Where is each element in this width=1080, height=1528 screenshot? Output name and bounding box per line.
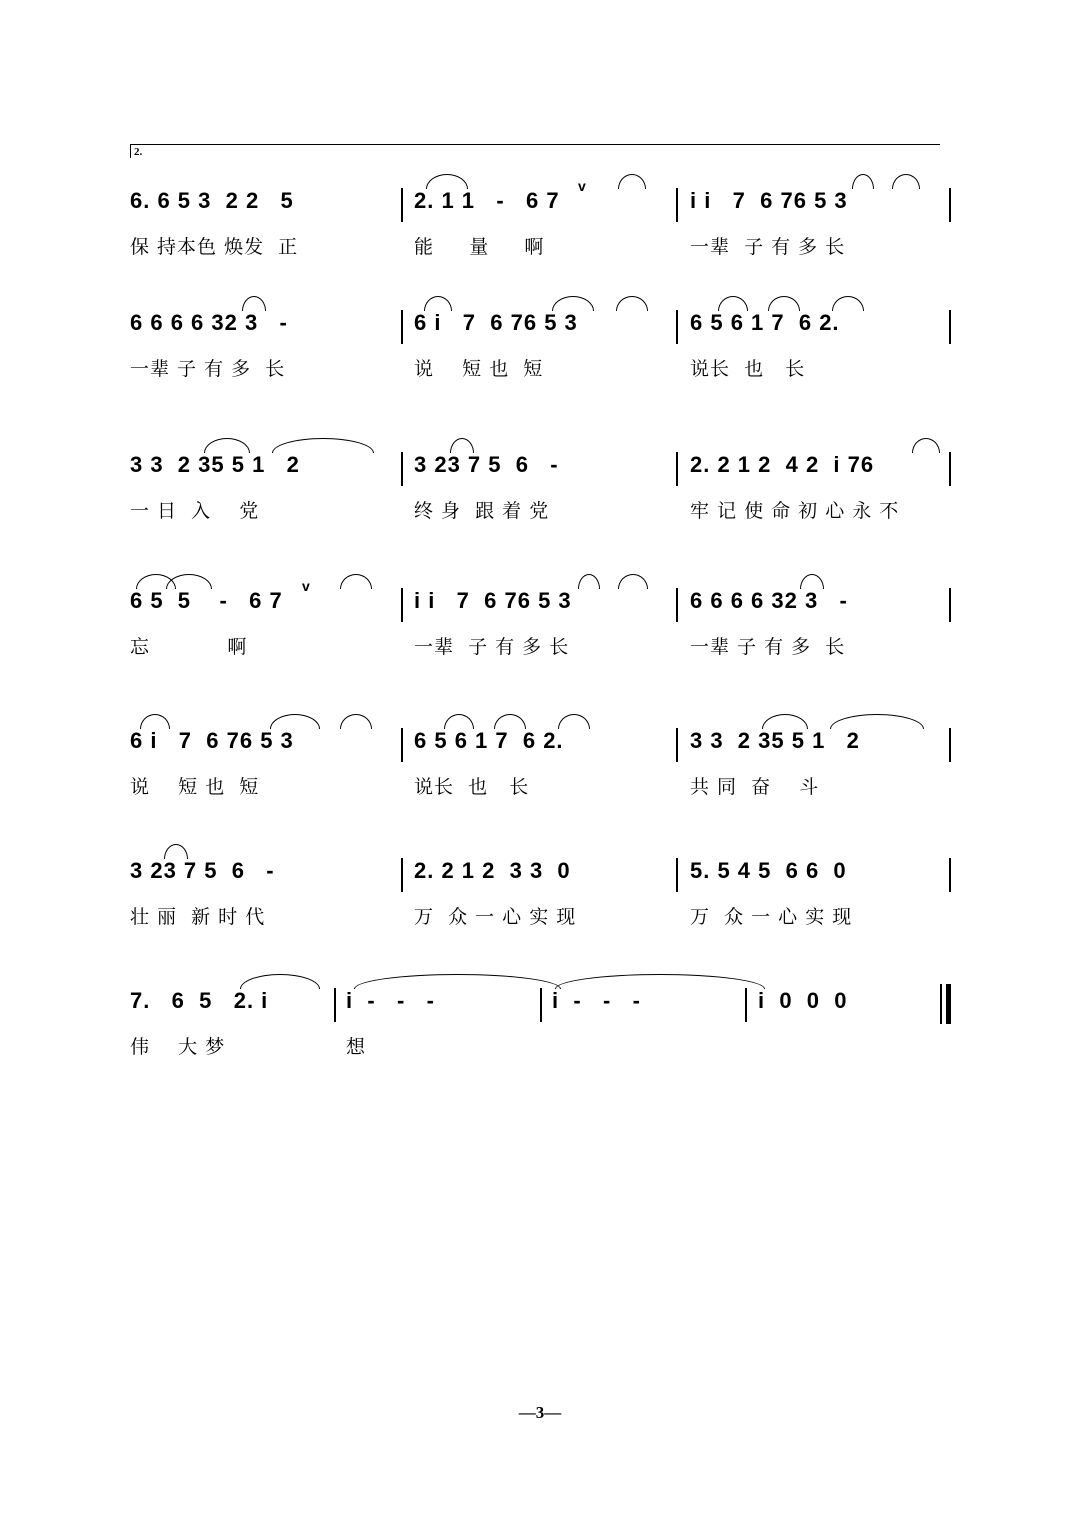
- lyric-line: 忘 啊: [130, 636, 248, 658]
- lyric-line: 伟 大 梦: [130, 1036, 226, 1058]
- lyric-line: 壮 丽 新 时 代: [130, 906, 266, 928]
- score-system-2: [0, 282, 1080, 392]
- lyric-line: 一辈 子 有 多 长: [130, 358, 286, 380]
- breath-mark: v: [302, 578, 310, 594]
- measure: [130, 700, 400, 810]
- barline: [949, 310, 951, 344]
- measure: [414, 700, 674, 810]
- score-system-7: [0, 960, 1080, 1070]
- lyric-line: 说 短 也 短: [130, 776, 260, 798]
- notation-line: 6. 6 5 3 2 2 5: [130, 188, 294, 213]
- notation-line: 6 5 6 1 7 6 2.: [690, 310, 840, 335]
- volta-bracket-line: [130, 144, 940, 145]
- notation-line: 2. 2 1 2 3 3 0: [414, 858, 571, 883]
- notation-line: i - - -: [552, 988, 641, 1013]
- measure: [690, 160, 945, 270]
- volta-bracket-tick: [130, 144, 131, 158]
- notation-line: 3 23 7 5 6 -: [414, 452, 559, 477]
- score-system-3: [0, 424, 1080, 534]
- barline: [949, 588, 951, 622]
- barline: [540, 988, 542, 1022]
- measure: [690, 560, 945, 670]
- notation-line: 2. 1 1 - 6 7: [414, 188, 560, 213]
- notation-line: 5. 5 4 5 6 6 0: [690, 858, 847, 883]
- notation-line: 6 6 6 6 32 3 -: [690, 588, 848, 613]
- barline: [745, 988, 747, 1022]
- barline: [401, 858, 403, 892]
- notation-line: 6 i 7 6 76 5 3: [414, 310, 578, 335]
- measure: [690, 700, 945, 810]
- barline: [401, 588, 403, 622]
- notation-line: 3 23 7 5 6 -: [130, 858, 275, 883]
- barline: [949, 188, 951, 222]
- lyric-line: 说长 也 长: [690, 358, 806, 380]
- notation-line: 6 5 6 1 7 6 2.: [414, 728, 564, 753]
- lyric-line: 共 同 奋 斗: [690, 776, 820, 798]
- barline: [949, 452, 951, 486]
- barline: [334, 988, 336, 1022]
- barline: [676, 858, 678, 892]
- lyric-line: 牢 记 使 命 初 心 永 不: [690, 500, 900, 522]
- page-number: —3—: [518, 1403, 562, 1422]
- notation-line: 6 5 5 - 6 7: [130, 588, 283, 613]
- breath-mark: v: [578, 178, 586, 194]
- measure: [690, 282, 945, 392]
- notation-line: 7. 6 5 2. i: [130, 988, 269, 1013]
- measure: [690, 830, 945, 940]
- lyric-line: 一 日 入 党: [130, 500, 260, 522]
- lyric-line: 想: [346, 1036, 367, 1058]
- notation-line: 2. 2 1 2 4 2 i 76: [690, 452, 875, 477]
- barline: [401, 728, 403, 762]
- notation-line: i - - -: [346, 988, 435, 1013]
- score-system-5: [0, 700, 1080, 810]
- lyric-line: 终 身 跟 着 党: [414, 500, 550, 522]
- final-barline-thick: [946, 984, 951, 1024]
- notation-line: i 0 0 0: [758, 988, 848, 1013]
- score-system-6: [0, 830, 1080, 940]
- lyric-line: 一辈 子 有 多 长: [414, 636, 570, 658]
- barline: [676, 310, 678, 344]
- barline: [949, 728, 951, 762]
- lyric-line: 一辈 子 有 多 长: [690, 236, 846, 258]
- notation-line: i i 7 6 76 5 3: [414, 588, 572, 613]
- barline: [676, 452, 678, 486]
- barline: [401, 452, 403, 486]
- measure: [346, 960, 536, 1070]
- final-barline-thin: [940, 984, 942, 1024]
- barline: [676, 188, 678, 222]
- score-system-4: [0, 560, 1080, 670]
- barline: [401, 310, 403, 344]
- lyric-line: 说长 也 长: [414, 776, 530, 798]
- lyric-line: 万 众 一 心 实 现: [690, 906, 853, 928]
- measure: [130, 960, 330, 1070]
- lyric-line: 保 持本色 焕发 正: [130, 236, 299, 258]
- notation-line: 3 3 2 35 5 1 2: [690, 728, 860, 753]
- barline: [676, 588, 678, 622]
- barline: [676, 728, 678, 762]
- lyric-line: 一辈 子 有 多 长: [690, 636, 846, 658]
- measure: [130, 830, 400, 940]
- measure: [414, 560, 674, 670]
- measure: [414, 830, 674, 940]
- volta-label: 2.: [134, 146, 143, 158]
- measure: [552, 960, 742, 1070]
- measure: [414, 282, 674, 392]
- measure: [130, 282, 400, 392]
- measure: [758, 960, 938, 1070]
- notation-line: 6 6 6 6 32 3 -: [130, 310, 288, 335]
- barline: [949, 858, 951, 892]
- score-system-1: [0, 160, 1080, 270]
- barline: [401, 188, 403, 222]
- notation-line: 6 i 7 6 76 5 3: [130, 728, 294, 753]
- lyric-line: 万 众 一 心 实 现: [414, 906, 577, 928]
- notation-line: i i 7 6 76 5 3: [690, 188, 848, 213]
- measure: [690, 424, 945, 534]
- measure: [130, 160, 400, 270]
- notation-line: 3 3 2 35 5 1 2: [130, 452, 300, 477]
- lyric-line: 能 量 啊: [414, 236, 545, 258]
- lyric-line: 说 短 也 短: [414, 358, 544, 380]
- measure: [130, 424, 400, 534]
- measure: [414, 424, 674, 534]
